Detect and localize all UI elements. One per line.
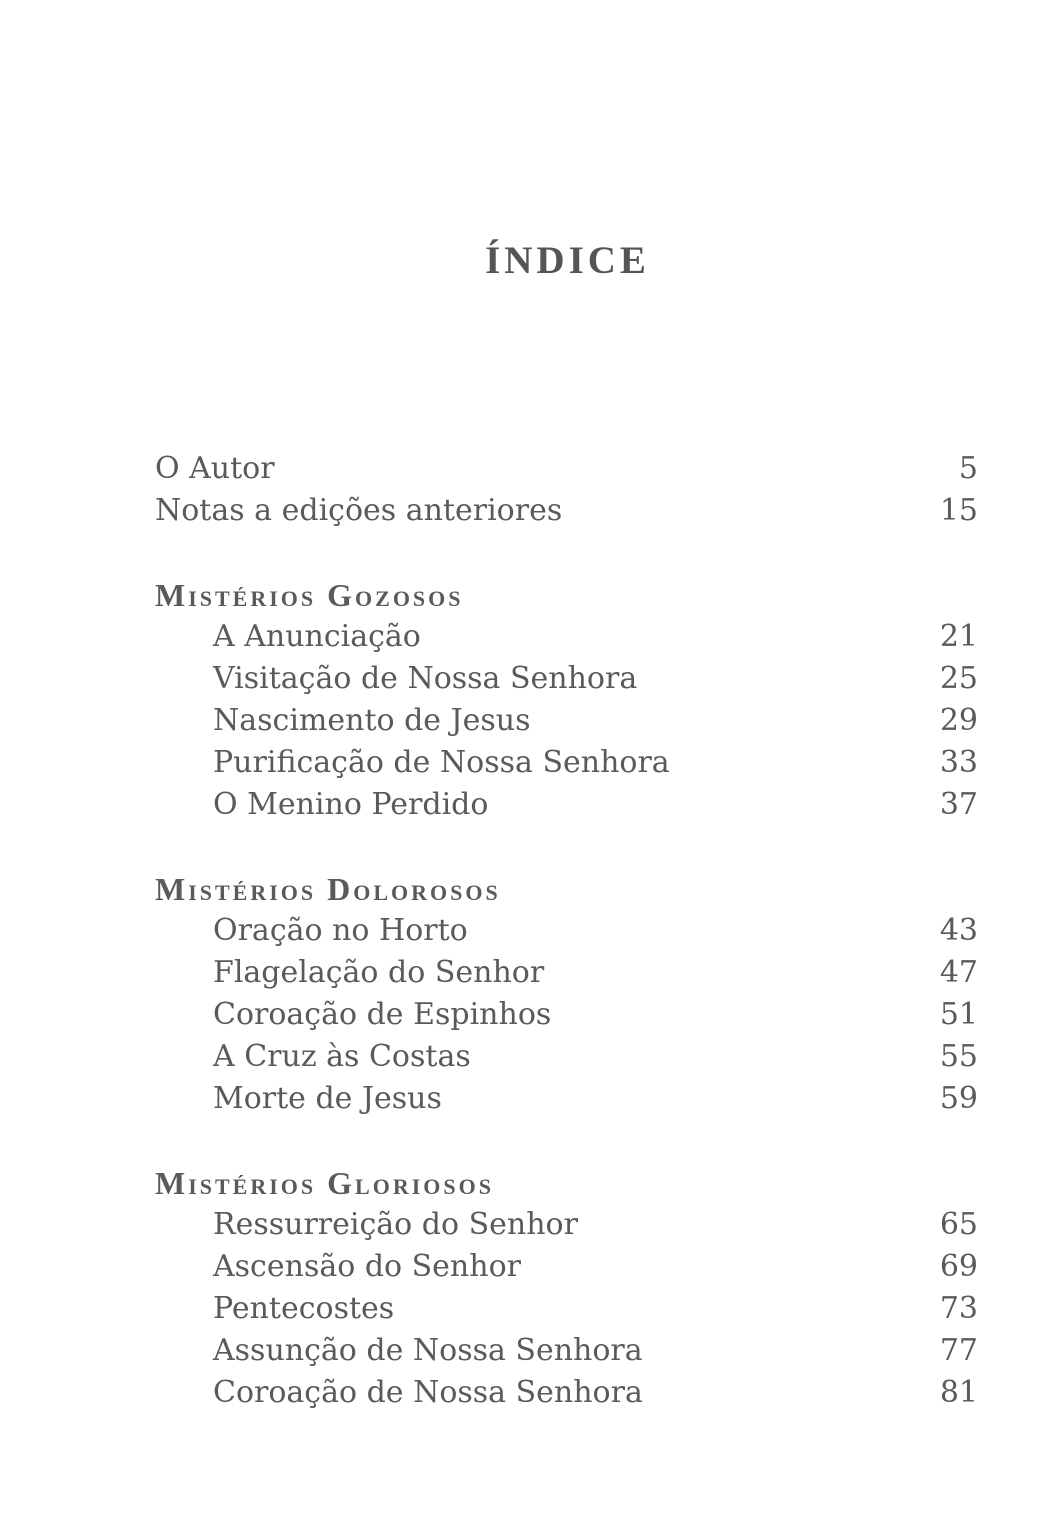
toc-entry-label: Assunção de Nossa Senhora — [213, 1333, 643, 1368]
toc-entry-page: 29 — [939, 703, 978, 738]
toc-entry-page: 81 — [939, 1375, 978, 1410]
toc-entry[interactable] — [155, 616, 978, 658]
toc-entry-label: Notas a edições anteriores — [155, 493, 563, 528]
toc-entry-label: Ascensão do Senhor — [213, 1249, 521, 1284]
toc-entry[interactable] — [155, 1288, 978, 1330]
section-spacer — [155, 1120, 978, 1162]
toc-entry[interactable] — [155, 448, 978, 490]
toc-entry-page: 47 — [939, 955, 978, 990]
toc-entry-label: A Cruz às Costas — [213, 1039, 471, 1074]
toc-entry-label: Morte de Jesus — [213, 1081, 442, 1116]
toc-entry-label: Visitação de Nossa Senhora — [213, 661, 638, 696]
section-heading-dolorosos: Mistérios Dolorosos — [155, 871, 501, 907]
toc-entry[interactable] — [155, 658, 978, 700]
section-heading-gozosos: Mistérios Gozosos — [155, 577, 464, 613]
toc-entry[interactable] — [155, 1078, 978, 1120]
toc-entry-label: Nascimento de Jesus — [213, 703, 531, 738]
toc-entry-page: 59 — [939, 1081, 978, 1116]
toc-entry[interactable] — [155, 1246, 978, 1288]
toc-entry-label: Pentecostes — [213, 1291, 395, 1326]
toc-entry-label: Oração no Horto — [213, 913, 468, 948]
toc-entry-label: Ressurreição do Senhor — [213, 1207, 578, 1242]
toc-entry-label: O Autor — [155, 451, 275, 486]
toc-entry-page: 5 — [958, 451, 978, 486]
toc-entry-page: 51 — [939, 997, 978, 1032]
toc-entry[interactable] — [155, 784, 978, 826]
toc-entry-page: 33 — [939, 745, 978, 780]
toc-entry-page: 55 — [939, 1039, 978, 1074]
toc-entry-page: 25 — [939, 661, 978, 696]
section-spacer — [155, 826, 978, 868]
toc-entry-page: 73 — [939, 1291, 978, 1326]
toc-entry-label: O Menino Perdido — [213, 787, 489, 822]
toc-entry-label: Coroação de Espinhos — [213, 997, 552, 1032]
toc-entry-page: 77 — [939, 1333, 978, 1368]
table-of-contents — [155, 448, 978, 1414]
section-heading-gloriosos: Mistérios Gloriosos — [155, 1165, 494, 1201]
toc-entry-label: Purificação de Nossa Senhora — [213, 745, 670, 780]
toc-entry-page: 69 — [939, 1249, 978, 1284]
toc-entry[interactable] — [155, 1204, 978, 1246]
toc-entry-label: Flagelação do Senhor — [213, 955, 545, 990]
page-title: ÍNDICE — [485, 239, 650, 282]
toc-entry-page: 43 — [939, 913, 978, 948]
toc-entry-page: 15 — [939, 493, 978, 528]
toc-entry[interactable] — [155, 1036, 978, 1078]
toc-entry-label: A Anunciação — [213, 619, 421, 654]
toc-entry[interactable] — [155, 1372, 978, 1414]
toc-entry-page: 65 — [939, 1207, 978, 1242]
toc-entry[interactable] — [155, 910, 978, 952]
toc-entry-page: 37 — [939, 787, 978, 822]
toc-entry[interactable] — [155, 952, 978, 994]
toc-entry[interactable] — [155, 700, 978, 742]
toc-entry[interactable] — [155, 490, 978, 532]
toc-entry[interactable] — [155, 994, 978, 1036]
toc-entry[interactable] — [155, 1330, 978, 1372]
toc-entry[interactable] — [155, 742, 978, 784]
section-spacer — [155, 532, 978, 574]
toc-entry-page: 21 — [939, 619, 978, 654]
toc-entry-label: Coroação de Nossa Senhora — [213, 1375, 643, 1410]
